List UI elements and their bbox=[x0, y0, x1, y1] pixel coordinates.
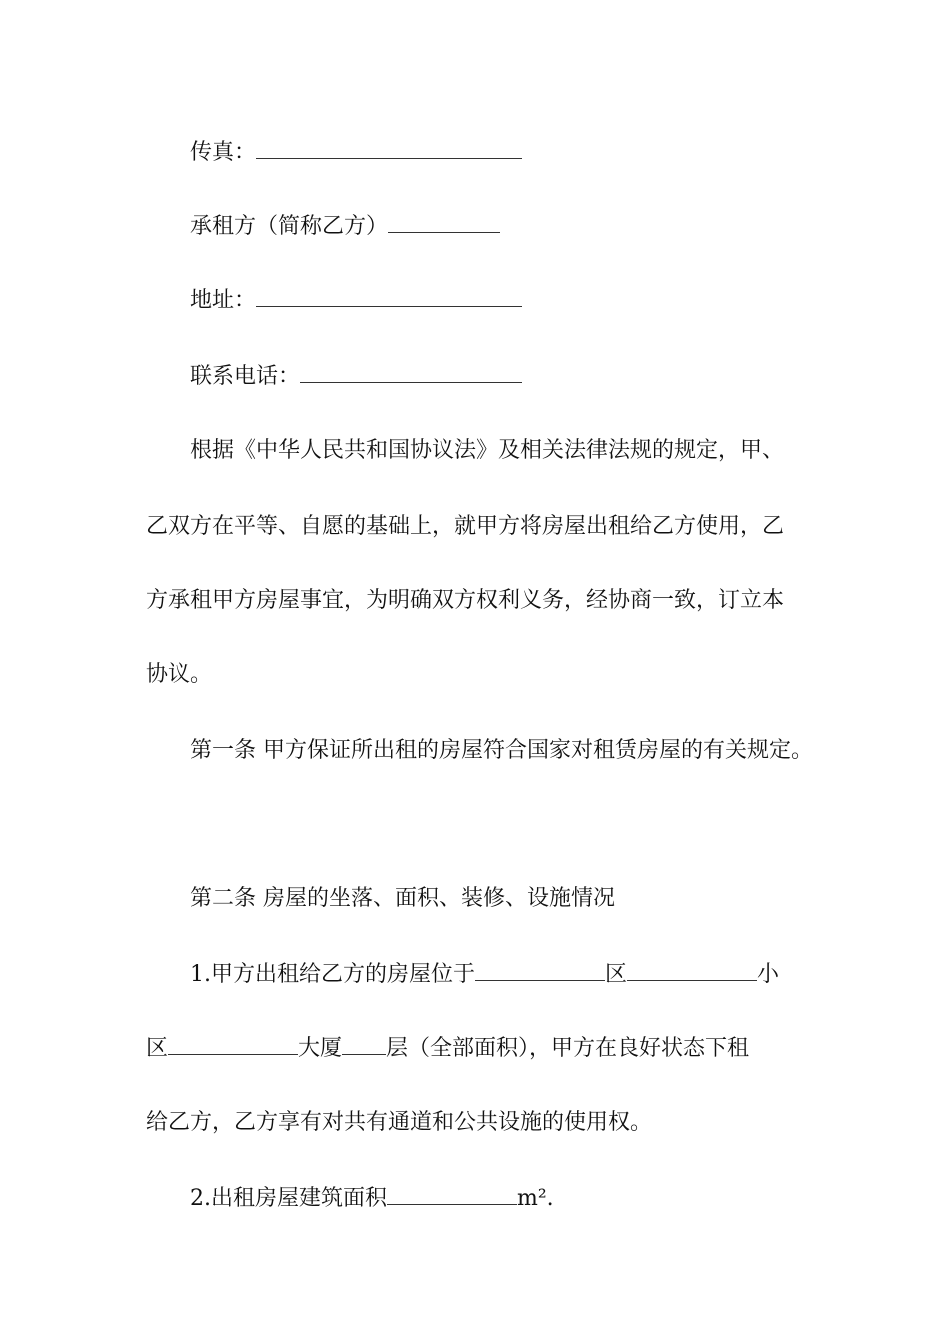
district-blank[interactable] bbox=[475, 960, 605, 981]
phone-blank[interactable] bbox=[300, 362, 522, 383]
fax-label: 传真： bbox=[190, 140, 257, 165]
community-label-end: 区 bbox=[146, 1036, 169, 1061]
article-2-item-1-line-1 bbox=[190, 960, 850, 990]
item2-text: 2.出租房屋建筑面积 bbox=[190, 1186, 387, 1211]
phone-line bbox=[190, 362, 850, 392]
lessee-line bbox=[190, 212, 850, 242]
article-2-item-2 bbox=[190, 1184, 850, 1214]
building-blank[interactable] bbox=[168, 1034, 298, 1055]
floor-blank[interactable] bbox=[342, 1034, 386, 1055]
preamble-line-1: 根据《中华人民共和国协议法》及相关法律法规的规定，甲、 bbox=[190, 438, 785, 463]
address-blank[interactable] bbox=[256, 286, 522, 307]
preamble-line-2: 乙双方在平等、自愿的基础上，就甲方将房屋出租给乙方使用，乙 bbox=[146, 514, 785, 539]
floor-text: 层（全部面积），甲方在良好状态下租 bbox=[386, 1036, 750, 1061]
fax-blank[interactable] bbox=[256, 138, 522, 159]
phone-label: 联系电话： bbox=[190, 364, 301, 389]
area-blank[interactable] bbox=[387, 1184, 517, 1205]
community-blank[interactable] bbox=[627, 960, 757, 981]
article-2-heading: 第二条 房屋的坐落、面积、装修、设施情况 bbox=[190, 886, 615, 911]
area-unit: m². bbox=[517, 1186, 554, 1211]
address-label: 地址： bbox=[190, 288, 257, 313]
article-2-item-1-line-3: 给乙方，乙方享有对共有通道和公共设施的使用权。 bbox=[146, 1110, 653, 1135]
address-line bbox=[190, 286, 850, 316]
item1-text: 1.甲方出租给乙方的房屋位于 bbox=[190, 962, 475, 987]
article-1: 第一条 甲方保证所出租的房屋符合国家对租赁房屋的有关规定。 bbox=[190, 738, 813, 763]
fax-line bbox=[190, 138, 850, 168]
preamble-line-3: 方承租甲方房屋事宜，为明确双方权利义务，经协商一致，订立本 bbox=[146, 588, 785, 613]
district-label: 区 bbox=[605, 962, 628, 987]
lessee-blank[interactable] bbox=[388, 212, 500, 233]
community-label-start: 小 bbox=[757, 962, 780, 987]
lessee-label: 承租方（简称乙方） bbox=[190, 214, 389, 239]
preamble-line-4: 协议。 bbox=[146, 662, 213, 687]
building-label: 大厦 bbox=[298, 1036, 343, 1061]
article-2-item-1-line-2 bbox=[146, 1034, 806, 1064]
